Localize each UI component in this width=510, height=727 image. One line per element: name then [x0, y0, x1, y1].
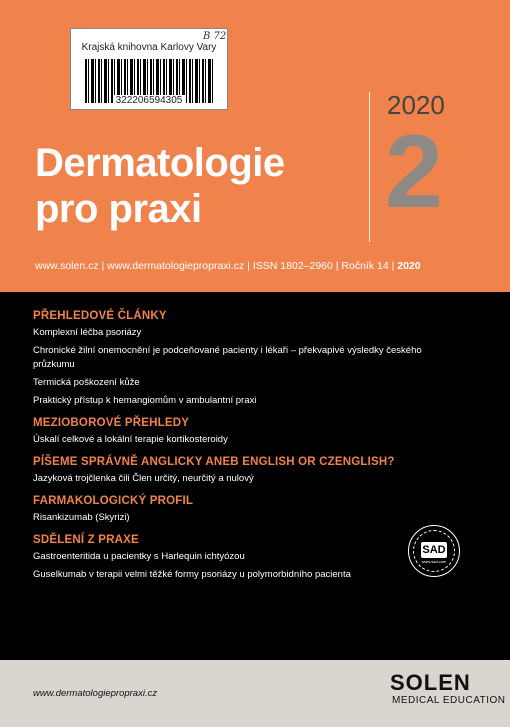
section-sdeleni-z-praxe	[33, 534, 453, 582]
seal-logo: SAD	[422, 544, 446, 556]
section-heading: MEZIOBOROVÉ PŘEHLEDY	[33, 417, 190, 429]
section-piseme-spravne	[33, 456, 453, 486]
footer-url: www.dermatologiepropraxi.cz	[33, 688, 158, 699]
meta-text: www.solen.cz | www.dermatologiepropraxi.cz | ISSN 1802–2960 | Ročník 14 |	[35, 260, 398, 272]
toc-item: Praktický přístup k hemangiomům v ambulantní praxi	[33, 395, 257, 406]
toc-item: Jazyková trojčlenka čili Člen určitý, neurčitý a nulový	[33, 473, 254, 484]
toc-item: Risankizumab (Skyrizi)	[33, 512, 130, 523]
journal-title-line2: pro praxi	[35, 187, 202, 231]
section-heading: SDĚLENÍ Z PRAXE	[33, 534, 139, 546]
cover-year: 2020	[387, 90, 445, 120]
table-of-contents	[33, 310, 453, 591]
toc-item: Guselkumab v terapii velmi těžké formy psoriázy u polymorbidního pacienta	[33, 569, 351, 580]
toc-item: Chronické žilní onemocnění je podceňované pacienty i lékaři – překvapivé výsledky českého průzkumu	[33, 345, 422, 370]
library-name: Krajská knihovna Karlovy Vary	[81, 42, 217, 53]
seal-web: www.sad.com	[421, 559, 447, 564]
publication-meta	[35, 260, 421, 272]
publisher-tagline: MEDICAL EDUCATION	[392, 695, 506, 706]
section-heading: FARMAKOLOGICKÝ PROFIL	[33, 495, 194, 507]
section-mezioborove-prehledy	[33, 417, 453, 447]
barcode-number-wrap	[71, 95, 227, 106]
toc-item: Termická poškození kůže	[33, 377, 140, 388]
section-heading: PÍŠEME SPRÁVNĚ ANGLICKY ANEB ENGLISH OR CZENGLISH?	[33, 456, 395, 468]
journal-title	[35, 140, 285, 232]
masthead-divider	[369, 92, 370, 242]
toc-item: Gastroenteritida u pacientky s Harlequin ichtyózou	[33, 551, 245, 562]
section-heading: PŘEHLEDOVÉ ČLÁNKY	[33, 310, 167, 322]
journal-title-line1: Dermatologie	[35, 141, 285, 185]
issue-number: 2	[385, 114, 443, 230]
handwritten-mark: B 72	[203, 31, 227, 42]
meta-year: 2020	[397, 260, 421, 272]
publisher-logo: SOLEN	[390, 670, 471, 695]
section-farmakologicky-profil	[33, 495, 453, 525]
section-prehledove-clanky	[33, 310, 453, 408]
toc-item: Úskalí celkové a lokální terapie kortikosteroidy	[33, 434, 228, 445]
toc-item: Komplexní léčba psoriázy	[33, 327, 142, 338]
barcode-number: 322206594305	[113, 95, 186, 106]
sad-seal	[408, 525, 460, 577]
